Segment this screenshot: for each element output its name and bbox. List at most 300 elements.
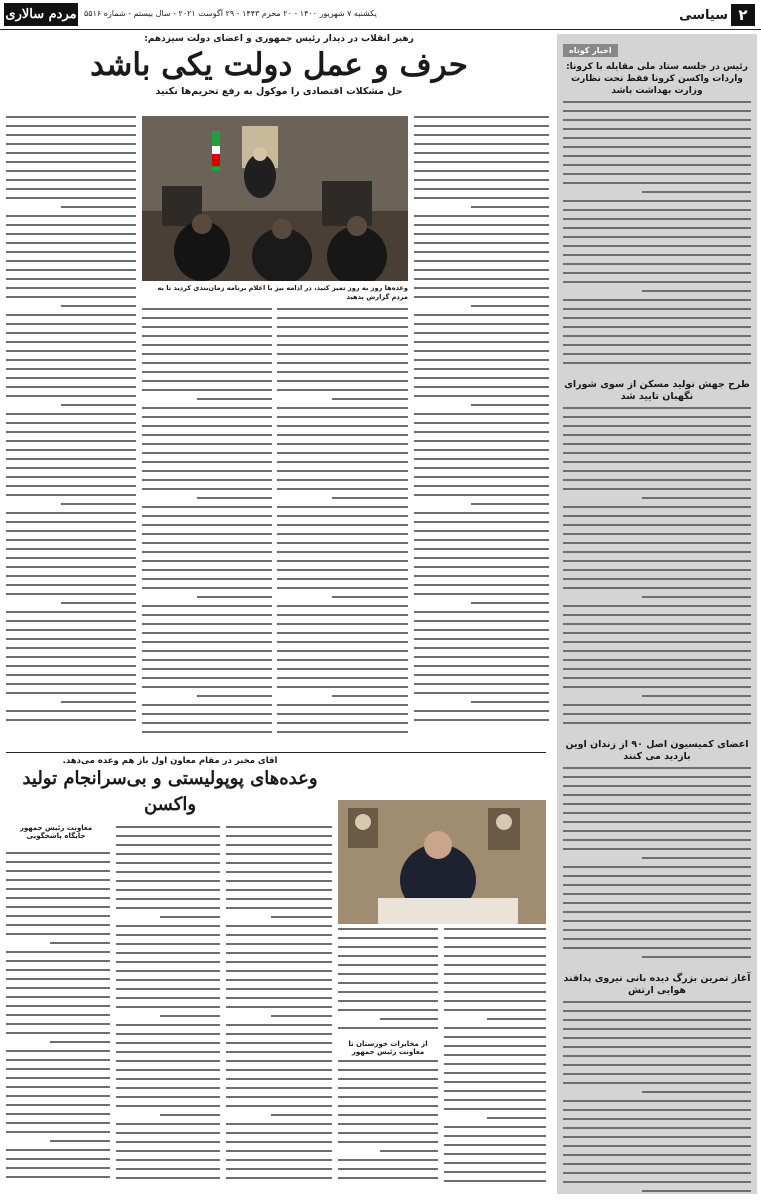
text-line (116, 988, 220, 997)
text-line (414, 413, 549, 422)
text-line (563, 785, 751, 794)
text-line (142, 326, 272, 335)
text-line (414, 116, 549, 125)
text-line (277, 524, 408, 533)
text-line (563, 632, 751, 641)
text-line (338, 1177, 438, 1186)
text-line (277, 416, 408, 425)
text-line (380, 1018, 438, 1027)
text-line (642, 290, 751, 299)
text-line (563, 542, 751, 551)
second-col-3-text (226, 826, 332, 1186)
text-line (444, 937, 546, 946)
text-line (277, 470, 408, 479)
text-line (414, 251, 549, 260)
text-line (116, 1087, 220, 1096)
text-line (414, 593, 549, 602)
text-line (563, 902, 751, 911)
text-line (116, 871, 220, 880)
text-line (50, 942, 110, 951)
text-line (563, 605, 751, 614)
text-line (116, 1024, 220, 1033)
text-line (414, 341, 549, 350)
text-line (563, 227, 751, 236)
text-line (271, 1114, 332, 1123)
text-line (142, 425, 272, 434)
text-line (563, 641, 751, 650)
second-col-1-text (6, 852, 110, 1185)
text-line (142, 605, 272, 614)
lead-kicker: رهبر انقلاب در دیدار رئیس جمهوری و اعضای دولت سیزدهم: (144, 34, 414, 44)
lead-caption-box (142, 284, 408, 306)
text-line (116, 997, 220, 1006)
text-line (142, 362, 272, 371)
text-line (338, 1132, 438, 1141)
text-line (332, 398, 408, 407)
second-col-4-text (338, 928, 438, 1036)
lead-subhead: حل مشکلات اقتصادی را موکول به رفع تحریم‌ها نکنید (155, 86, 403, 97)
text-line (142, 479, 272, 488)
text-line (414, 719, 549, 728)
text-line (414, 152, 549, 161)
text-line (332, 695, 408, 704)
text-line (277, 731, 408, 740)
text-line (414, 233, 549, 242)
text-line (563, 1082, 751, 1091)
text-line (414, 395, 549, 404)
text-line (116, 1177, 220, 1186)
text-line (226, 1060, 332, 1069)
text-line (197, 497, 272, 506)
text-line (6, 987, 110, 996)
text-line (414, 215, 549, 224)
text-line (6, 539, 136, 548)
text-line (563, 137, 751, 146)
lead-col-right (414, 116, 549, 746)
text-line (142, 443, 272, 452)
text-line (226, 1042, 332, 1051)
text-line (142, 335, 272, 344)
text-line (563, 614, 751, 623)
text-line (197, 596, 272, 605)
text-line (563, 1163, 751, 1172)
text-line (142, 488, 272, 497)
text-line (563, 317, 751, 326)
text-line (6, 269, 136, 278)
text-line (563, 506, 751, 515)
text-line (116, 889, 220, 898)
text-line (142, 677, 272, 686)
text-line (6, 1014, 110, 1023)
text-line (444, 1099, 546, 1108)
text-line (338, 946, 438, 955)
text-line (563, 155, 751, 164)
text-line (6, 467, 136, 476)
text-line (142, 461, 272, 470)
text-line (414, 431, 549, 440)
text-line (142, 578, 272, 587)
text-line (563, 803, 751, 812)
text-line (226, 898, 332, 907)
text-line (414, 539, 549, 548)
text-line (6, 449, 136, 458)
text-line (444, 1180, 546, 1189)
text-line (6, 368, 136, 377)
text-line (444, 964, 546, 973)
text-line (414, 224, 549, 233)
text-line (116, 1069, 220, 1078)
text-line (563, 866, 751, 875)
text-line (444, 1045, 546, 1054)
text-line (142, 722, 272, 731)
text-line (563, 848, 751, 857)
text-line (563, 713, 751, 722)
text-line (6, 1113, 110, 1122)
text-line (444, 1108, 546, 1117)
text-line (414, 242, 549, 251)
lead-col-right-text (414, 116, 549, 728)
text-line (226, 934, 332, 943)
text-line (6, 647, 136, 656)
text-line (277, 650, 408, 659)
text-line (414, 494, 549, 503)
text-line (487, 1018, 546, 1027)
text-line (6, 629, 136, 638)
text-line (116, 844, 220, 853)
text-line (414, 683, 549, 692)
date-line: یکشنبه ۷ شهریور ۱۴۰۰ - ۲۰ محرم ۱۴۴۳ - ۲۹ آگوست ۲۰۲۱ - سال بیستم - شماره ۵۵۱۶ (84, 9, 377, 18)
text-line (61, 404, 136, 413)
text-line (142, 614, 272, 623)
text-line (277, 569, 408, 578)
text-line (226, 871, 332, 880)
text-line (6, 548, 136, 557)
text-line (116, 898, 220, 907)
text-line (142, 659, 272, 668)
text-line (444, 991, 546, 1000)
text-line (50, 1140, 110, 1149)
text-line (277, 614, 408, 623)
text-line (563, 767, 751, 776)
text-line (116, 880, 220, 889)
text-line (563, 362, 751, 371)
text-line (6, 1059, 110, 1068)
text-line (6, 197, 136, 206)
text-line (142, 371, 272, 380)
text-line (563, 479, 751, 488)
text-line (563, 1181, 751, 1190)
text-line (338, 1096, 438, 1105)
text-line (338, 991, 438, 1000)
text-line (338, 1168, 438, 1177)
text-line (277, 371, 408, 380)
text-line (414, 287, 549, 296)
text-line (197, 398, 272, 407)
text-line (563, 1055, 751, 1064)
text-line (226, 1033, 332, 1042)
text-line (380, 1150, 438, 1159)
text-line (563, 659, 751, 668)
text-line (338, 1069, 438, 1078)
text-line (563, 1172, 751, 1181)
text-line (226, 862, 332, 871)
text-line (563, 884, 751, 893)
text-line (563, 911, 751, 920)
text-line (277, 353, 408, 362)
text-line (277, 515, 408, 524)
text-line (226, 1132, 332, 1141)
text-line (6, 134, 136, 143)
text-line (226, 1141, 332, 1150)
text-line (563, 524, 751, 533)
text-line (642, 695, 751, 704)
text-line (563, 704, 751, 713)
text-line (563, 173, 751, 182)
text-line (277, 542, 408, 551)
text-line (277, 452, 408, 461)
text-line (116, 1042, 220, 1051)
text-line (226, 1087, 332, 1096)
text-line (563, 929, 751, 938)
text-line (6, 458, 136, 467)
text-line (414, 359, 549, 368)
text-line (116, 835, 220, 844)
text-line (61, 305, 136, 314)
text-line (414, 521, 549, 530)
text-line (142, 668, 272, 677)
text-line (444, 1171, 546, 1180)
text-line (563, 1118, 751, 1127)
text-line (226, 925, 332, 934)
text-line (6, 188, 136, 197)
text-line (414, 566, 549, 575)
text-line (6, 996, 110, 1005)
text-line (116, 1123, 220, 1132)
text-line (563, 434, 751, 443)
text-line (226, 988, 332, 997)
text-line (226, 1024, 332, 1033)
text-line (116, 925, 220, 934)
text-line (226, 970, 332, 979)
text-line (6, 314, 136, 323)
text-line (61, 701, 136, 710)
text-line (6, 879, 110, 888)
text-line (6, 683, 136, 692)
text-line (6, 233, 136, 242)
text-line (444, 1000, 546, 1009)
section-name: سیاسی (679, 7, 728, 23)
text-line (563, 470, 751, 479)
meeting-scene-image (142, 116, 408, 281)
text-line (226, 1078, 332, 1087)
text-line (6, 1068, 110, 1077)
text-line (6, 350, 136, 359)
text-line (444, 1162, 546, 1171)
text-line (6, 1086, 110, 1095)
text-line (6, 359, 136, 368)
text-line (563, 146, 751, 155)
text-line (338, 1114, 438, 1123)
text-line (277, 605, 408, 614)
text-line (338, 1078, 438, 1087)
text-line (277, 335, 408, 344)
text-line (160, 1015, 220, 1024)
text-line (116, 862, 220, 871)
text-line (277, 317, 408, 326)
text-line (414, 575, 549, 584)
text-line (563, 281, 751, 290)
text-line (6, 1005, 110, 1014)
text-line (226, 1105, 332, 1114)
text-line (6, 224, 136, 233)
text-line (563, 200, 751, 209)
text-line (142, 434, 272, 443)
text-line (6, 593, 136, 602)
text-line (142, 452, 272, 461)
text-line (116, 1060, 220, 1069)
text-line (142, 713, 272, 722)
text-line (116, 907, 220, 916)
text-line (563, 560, 751, 569)
text-line (563, 326, 751, 335)
text-line (414, 647, 549, 656)
text-line (142, 308, 272, 317)
text-line (563, 1010, 751, 1019)
text-line (6, 512, 136, 521)
text-line (563, 344, 751, 353)
lead-col-left-text (6, 116, 136, 728)
text-line (116, 1105, 220, 1114)
second-col-2-text (116, 826, 220, 1186)
text-line (414, 296, 549, 305)
text-line (6, 125, 136, 134)
text-line (6, 888, 110, 897)
text-line (563, 1145, 751, 1154)
text-line (6, 620, 136, 629)
text-line (277, 659, 408, 668)
text-line (563, 1127, 751, 1136)
text-line (142, 524, 272, 533)
text-line (563, 335, 751, 344)
text-line (414, 485, 549, 494)
text-line (6, 521, 136, 530)
text-line (6, 1104, 110, 1113)
text-line (271, 1015, 332, 1024)
text-line (338, 1087, 438, 1096)
text-line (414, 125, 549, 134)
text-line (414, 368, 549, 377)
text-line (277, 704, 408, 713)
text-line (277, 443, 408, 452)
text-line (563, 578, 751, 587)
text-line (444, 1135, 546, 1144)
text-line (6, 870, 110, 879)
text-line (563, 722, 751, 731)
lead-photo (142, 116, 408, 281)
text-line (444, 1144, 546, 1153)
text-line (6, 1158, 110, 1167)
text-line (414, 197, 549, 206)
text-line (226, 844, 332, 853)
text-line (444, 1090, 546, 1099)
text-line (142, 686, 272, 695)
text-line (277, 668, 408, 677)
text-line (6, 951, 110, 960)
text-line (6, 566, 136, 575)
text-line (471, 602, 549, 611)
text-line (6, 638, 136, 647)
text-line (332, 596, 408, 605)
text-line (338, 964, 438, 973)
text-line (277, 560, 408, 569)
lead-col-left (6, 116, 136, 746)
text-line (414, 440, 549, 449)
text-line (414, 179, 549, 188)
text-line (642, 497, 751, 506)
text-line (414, 260, 549, 269)
text-line (6, 674, 136, 683)
text-line (563, 893, 751, 902)
page-number: ۲ (731, 4, 755, 26)
second-crosshead: از مخابرات خوزستان تا معاونت رئیس جمهور (348, 1040, 428, 1056)
text-line (414, 656, 549, 665)
text-line (6, 143, 136, 152)
text-line (6, 719, 136, 728)
text-line (142, 587, 272, 596)
text-line (61, 602, 136, 611)
text-line (444, 1036, 546, 1045)
text-line (414, 188, 549, 197)
text-line (6, 296, 136, 305)
text-line (142, 551, 272, 560)
text-line (563, 821, 751, 830)
page-number-box (679, 4, 755, 26)
text-line (563, 218, 751, 227)
lead-photo-caption: وعده‌ها روز به روز تمیز کنید، در ادامه نیز با اعلام برنامه زمان‌بندی کردید تا به مردم گزارش بدهید (157, 284, 408, 301)
sidebar-brief-title: رئیس در جلسه ستاد ملی مقابله با کرونا: واردات واکسن کرونا فقط تحت نظارت وزارت بهداشت باشد (566, 62, 748, 96)
text-line (277, 344, 408, 353)
text-line (142, 389, 272, 398)
text-line (563, 299, 751, 308)
text-line (6, 924, 110, 933)
text-line (142, 569, 272, 578)
text-line (563, 308, 751, 317)
text-line (6, 665, 136, 674)
text-line (563, 209, 751, 218)
text-line (277, 722, 408, 731)
text-line (563, 263, 751, 272)
text-line (6, 116, 136, 125)
text-line (6, 152, 136, 161)
text-line (226, 1069, 332, 1078)
official-at-desk-image (338, 800, 546, 924)
text-line (226, 1168, 332, 1177)
text-line (116, 961, 220, 970)
text-line (277, 380, 408, 389)
text-line (116, 1051, 220, 1060)
text-line (444, 946, 546, 955)
text-line (414, 170, 549, 179)
text-line (142, 515, 272, 524)
text-line (142, 533, 272, 542)
lead-col-mid1 (277, 308, 408, 746)
lead-headline: حرف و عمل دولت یکی باشد (90, 47, 468, 83)
text-line (277, 407, 408, 416)
text-line (563, 1109, 751, 1118)
text-line (6, 692, 136, 701)
text-line (563, 119, 751, 128)
sidebar-story3-title: اعضای کمیسیون اصل ۹۰ از زندان اوین بازدید می کنند (565, 739, 749, 762)
